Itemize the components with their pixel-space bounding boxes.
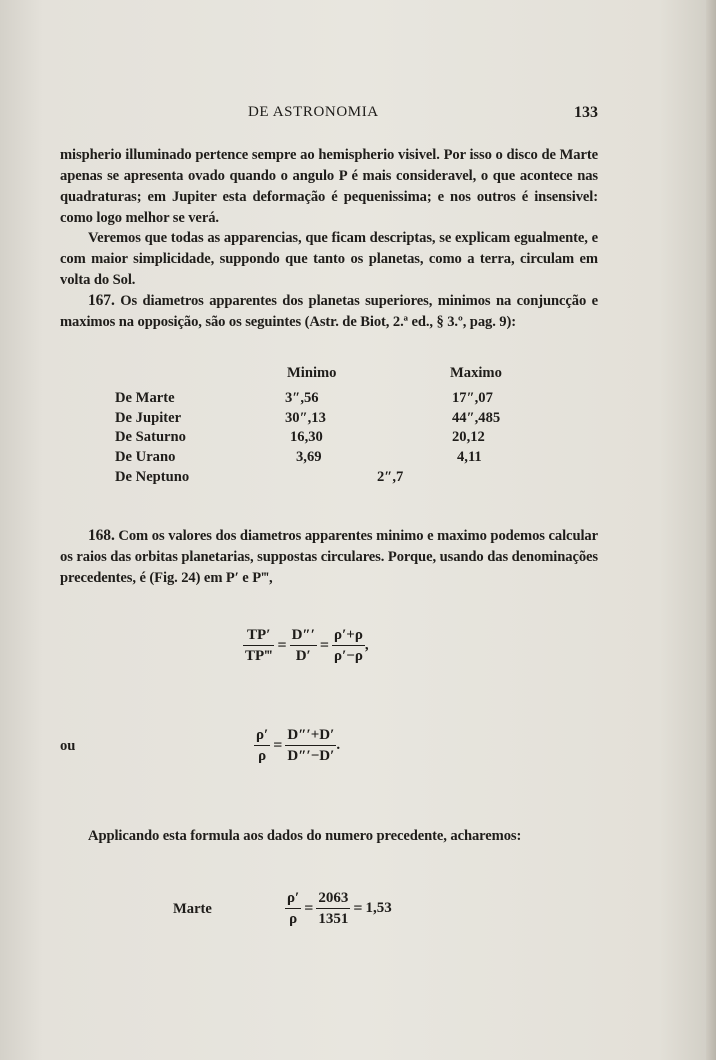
section-number-168: 168. xyxy=(88,527,115,544)
paragraph-1-text: mispherio illuminado pertence sempre ao hemispherio visivel. Por isso o disco de Marte apenas se apresenta ovado quando o angulo P é mais consideravel, o que acontece nas quadraturas; em Jupiter esta deformação é pequenissima; e nos outros é insensivel: como logo melhor se verá. xyxy=(60,147,598,226)
planet-name: De Urano xyxy=(115,449,176,465)
min-value: 3,69 xyxy=(296,449,322,465)
paragraph-2-text: Veremos que todas as apparencias, que ficam descriptas, se explicam egualmente, e com maior simplicidade, suppondo que tanto os planetas, como a terra, circulam em volta do Sol. xyxy=(60,230,598,288)
result-value: 1,53 xyxy=(365,899,392,916)
fraction-d-sum: $\frac{D'''+D'}{D'''-D'}$ xyxy=(287,727,335,764)
fraction-rho-ratio: $\frac{\rho'}{\rho}$ xyxy=(256,727,269,764)
header-minimo: Minimo xyxy=(287,365,337,381)
table-row xyxy=(115,390,535,410)
page-spine-shadow xyxy=(706,0,716,1060)
max-value: 4,11 xyxy=(457,449,482,465)
table-row xyxy=(115,469,535,489)
min-value: 16,30 xyxy=(290,429,323,445)
paragraph-168-text: Com os valores dos diametros apparentes minimo e maximo podemos calcular os raios das orbitas planetarias, suppostas circulares. Porque, usando das denominações precedentes, é (Fig. 24) em P′ e P‴, xyxy=(60,528,598,586)
planet-name: De Jupiter xyxy=(115,410,182,426)
fraction-d: $\frac{D'''}{D'}$ xyxy=(291,627,315,664)
header-maximo: Maximo xyxy=(450,365,502,381)
table-row xyxy=(115,410,535,430)
planet-name: De Saturno xyxy=(115,429,186,445)
marte-label: Marte xyxy=(173,901,212,917)
table-row xyxy=(115,429,535,449)
running-header xyxy=(60,104,598,126)
min-value: 3″,56 xyxy=(285,390,319,406)
fraction-tp: $\frac{TP'}{TP‴}$ xyxy=(245,627,273,664)
page-number: 133 xyxy=(574,104,598,121)
diameter-table xyxy=(115,365,555,495)
max-value: 20,12 xyxy=(452,429,485,445)
paragraph-168 xyxy=(60,525,598,589)
paragraph-1 xyxy=(60,145,598,229)
section-number-167: 167. xyxy=(88,292,115,309)
formula-2: $\frac{\rho'}{\rho}$ = $\frac{D'''+D'}{D'''-D'}$ . xyxy=(256,727,341,764)
max-value: 44″,485 xyxy=(452,410,501,426)
fraction-numbers: $\frac{2063}{1351}$ xyxy=(318,890,349,927)
fraction-rho: $\frac{\rho'+\rho}{\rho'-\rho}$ xyxy=(334,627,363,664)
planet-name: De Neptuno xyxy=(115,469,190,485)
max-value: 17″,07 xyxy=(452,390,493,406)
formula-1: $\frac{TP'}{TP‴}$ = $\frac{D'''}{D'}$ = $\frac{\rho'+\rho}{\rho'-\rho}$ , xyxy=(245,627,369,664)
paragraph-5-text: Applicando esta formula aos dados do numero precedente, acharemos: xyxy=(88,828,522,844)
formula-3: $\frac{\rho'}{\rho}$ = $\frac{2063}{1351}$ = 1,53 xyxy=(287,890,392,927)
paragraph-5 xyxy=(60,826,598,847)
single-value: 2″,7 xyxy=(377,469,404,485)
paragraph-167 xyxy=(60,290,598,333)
min-value: 30″,13 xyxy=(285,410,326,426)
running-title: DE ASTRONOMIA xyxy=(248,104,379,120)
planet-name: De Marte xyxy=(115,390,175,406)
paragraph-167-text: Os diametros apparentes dos planetas superiores, minimos na conjuncção e maximos na opposição, são os seguintes (Astr. de Biot, 2.ª ed., § 3.º, pag. 9): xyxy=(60,293,598,330)
ou-label: ou xyxy=(60,738,76,754)
table-row xyxy=(115,449,535,469)
paragraph-2 xyxy=(60,228,598,291)
fraction-rho-marte: $\frac{\rho'}{\rho}$ xyxy=(287,890,300,927)
